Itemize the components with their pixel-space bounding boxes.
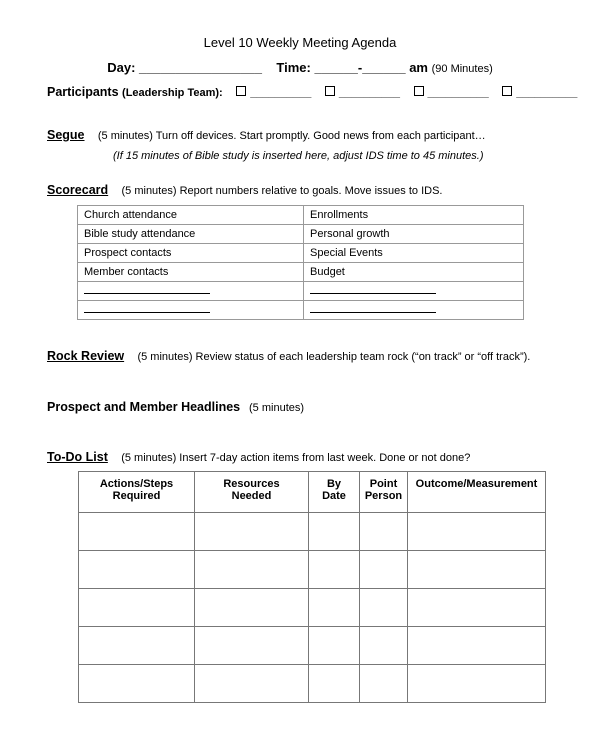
table-row bbox=[79, 513, 546, 551]
table-cell[interactable] bbox=[79, 589, 195, 627]
checkbox[interactable] bbox=[502, 86, 512, 96]
duration-label: (90 Minutes) bbox=[431, 63, 493, 75]
blank-cell[interactable] bbox=[304, 301, 524, 320]
table-cell: Enrollments bbox=[304, 206, 524, 225]
headlines-heading: Prospect and Member Headlines bbox=[47, 400, 241, 414]
table-row bbox=[78, 206, 524, 225]
table-cell[interactable] bbox=[360, 589, 408, 627]
table-cell[interactable] bbox=[360, 627, 408, 665]
scorecard-heading: Scorecard bbox=[47, 183, 109, 197]
table-cell[interactable] bbox=[195, 513, 309, 551]
column-header: Resources Needed bbox=[195, 472, 309, 513]
headlines-description: (5 minutes) bbox=[249, 402, 305, 414]
headlines-line bbox=[47, 398, 304, 416]
am-label: am bbox=[409, 60, 428, 75]
table-cell[interactable] bbox=[408, 551, 546, 589]
checkbox[interactable] bbox=[414, 86, 424, 96]
table-cell: Bible study attendance bbox=[78, 225, 304, 244]
participant-slot[interactable]: __________ bbox=[427, 87, 489, 99]
table-row bbox=[78, 282, 524, 301]
blank-cell[interactable] bbox=[78, 301, 304, 320]
segue-line bbox=[47, 126, 486, 144]
table-row bbox=[78, 225, 524, 244]
table-cell[interactable] bbox=[195, 627, 309, 665]
table-cell[interactable] bbox=[360, 665, 408, 703]
todo-table bbox=[78, 471, 546, 703]
fill-line bbox=[310, 304, 436, 313]
table-cell[interactable] bbox=[309, 551, 360, 589]
column-header: Outcome/Measurement bbox=[408, 472, 546, 513]
table-cell[interactable] bbox=[195, 589, 309, 627]
rock-review-line bbox=[47, 347, 530, 365]
fill-line bbox=[310, 285, 436, 294]
scorecard-line bbox=[47, 181, 442, 199]
page-title: Level 10 Weekly Meeting Agenda bbox=[203, 35, 397, 50]
table-cell[interactable] bbox=[79, 627, 195, 665]
table-cell: Church attendance bbox=[78, 206, 304, 225]
table-cell[interactable] bbox=[195, 665, 309, 703]
table-cell[interactable] bbox=[79, 551, 195, 589]
table-cell[interactable] bbox=[408, 589, 546, 627]
table-cell[interactable] bbox=[360, 513, 408, 551]
participants-label: Participants bbox=[47, 85, 119, 99]
table-cell: Personal growth bbox=[304, 225, 524, 244]
table-row bbox=[79, 589, 546, 627]
rock-review-description: (5 minutes) Review status of each leadership team rock (“on track” or “off track”). bbox=[137, 351, 531, 363]
table-cell[interactable] bbox=[408, 627, 546, 665]
todo-description: (5 minutes) Insert 7-day action items from last week. Done or not done? bbox=[121, 452, 471, 464]
table-cell[interactable] bbox=[309, 665, 360, 703]
fill-line bbox=[84, 285, 210, 294]
participant-slot[interactable]: __________ bbox=[338, 87, 401, 99]
table-cell[interactable] bbox=[79, 513, 195, 551]
segue-note: (If 15 minutes of Bible study is inserted here, adjust IDS time to 45 minutes.) bbox=[113, 150, 484, 162]
blank-cell[interactable] bbox=[78, 282, 304, 301]
table-cell[interactable] bbox=[408, 665, 546, 703]
day-label: Day: bbox=[107, 60, 136, 75]
table-row bbox=[78, 301, 524, 320]
segue-heading: Segue bbox=[47, 128, 85, 142]
column-header: Actions/Steps Required bbox=[79, 472, 195, 513]
segue-description: (5 minutes) Turn off devices. Start promptly. Good news from each participant… bbox=[97, 130, 486, 142]
table-header-row bbox=[79, 472, 546, 513]
fill-line bbox=[84, 304, 210, 313]
table-cell[interactable] bbox=[360, 551, 408, 589]
checkbox[interactable] bbox=[236, 86, 246, 96]
table-cell[interactable] bbox=[309, 589, 360, 627]
table-cell[interactable] bbox=[408, 513, 546, 551]
table-row bbox=[79, 627, 546, 665]
participant-slot[interactable]: __________ bbox=[250, 87, 312, 99]
table-row bbox=[78, 263, 524, 282]
table-row bbox=[78, 244, 524, 263]
todo-line bbox=[47, 448, 470, 466]
participant-slot[interactable]: __________ bbox=[516, 87, 578, 99]
todo-heading: To-Do List bbox=[47, 450, 108, 464]
rock-review-heading: Rock Review bbox=[47, 349, 125, 363]
blank-cell[interactable] bbox=[304, 282, 524, 301]
scorecard-table bbox=[77, 205, 524, 320]
checkbox[interactable] bbox=[325, 86, 335, 96]
column-header: By Date bbox=[309, 472, 360, 513]
table-row bbox=[79, 551, 546, 589]
table-cell[interactable] bbox=[79, 665, 195, 703]
table-cell[interactable] bbox=[195, 551, 309, 589]
table-cell: Budget bbox=[304, 263, 524, 282]
table-cell: Prospect contacts bbox=[78, 244, 304, 263]
table-cell: Special Events bbox=[304, 244, 524, 263]
table-cell: Member contacts bbox=[78, 263, 304, 282]
day-blank[interactable]: _________________ bbox=[139, 60, 262, 75]
participants-line bbox=[47, 85, 577, 99]
time-label: Time: bbox=[276, 60, 311, 75]
day-time-line bbox=[0, 60, 600, 75]
table-cell[interactable] bbox=[309, 627, 360, 665]
table-row bbox=[79, 665, 546, 703]
scorecard-description: (5 minutes) Report numbers relative to goals. Move issues to IDS. bbox=[121, 185, 443, 197]
participants-sublabel: (Leadership Team): bbox=[122, 87, 223, 99]
column-header: Point Person bbox=[360, 472, 408, 513]
time-blank[interactable]: ______-______ bbox=[314, 60, 406, 75]
table-cell[interactable] bbox=[309, 513, 360, 551]
